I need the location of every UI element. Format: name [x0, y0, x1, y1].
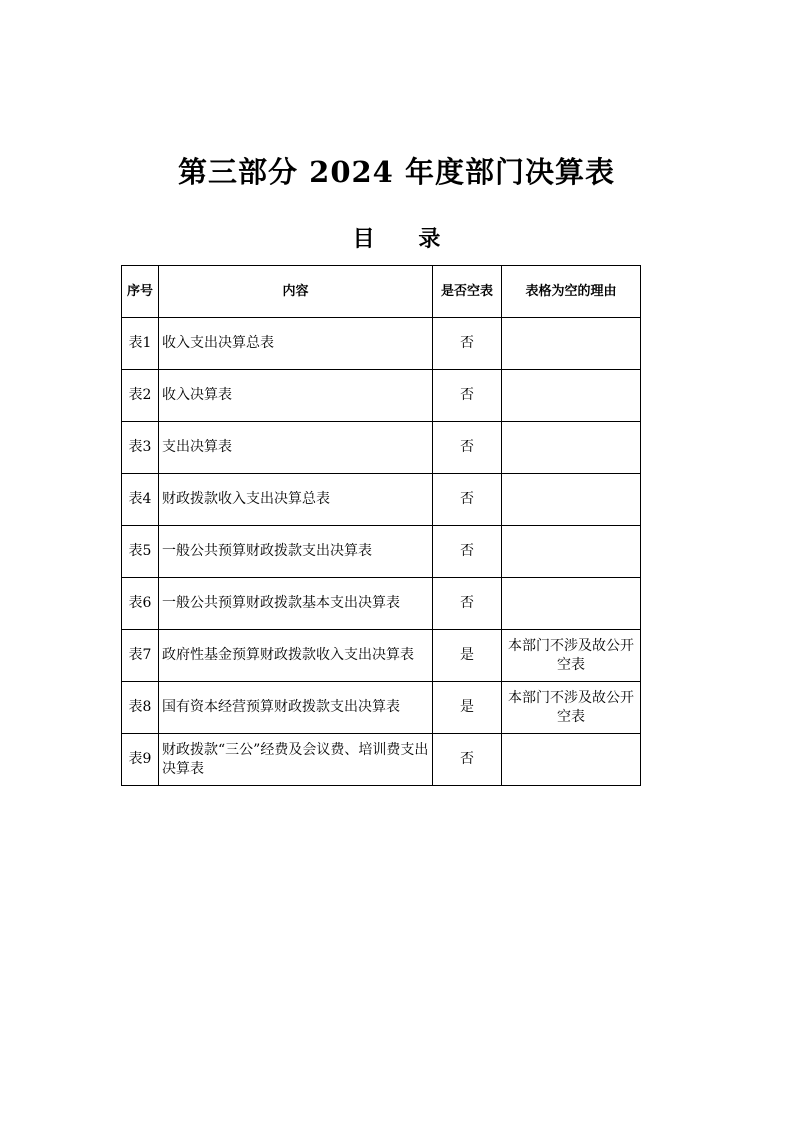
row-seq: 表2 — [122, 370, 159, 422]
row-is-empty: 否 — [433, 370, 502, 422]
header-seq: 序号 — [122, 266, 159, 318]
row-seq: 表8 — [122, 682, 159, 734]
table-row — [122, 630, 641, 682]
toc-table — [121, 265, 641, 786]
row-content: 财政拨款收入支出决算总表 — [159, 474, 433, 526]
row-content: 收入决算表 — [159, 370, 433, 422]
row-reason: 本部门不涉及故公开空表 — [502, 682, 641, 734]
row-reason — [502, 734, 641, 786]
header-reason: 表格为空的理由 — [502, 266, 641, 318]
row-is-empty: 否 — [433, 526, 502, 578]
header-is-empty: 是否空表 — [433, 266, 502, 318]
row-content: 政府性基金预算财政拨款收入支出决算表 — [159, 630, 433, 682]
header-content: 内容 — [159, 266, 433, 318]
table-row — [122, 682, 641, 734]
row-seq: 表6 — [122, 578, 159, 630]
row-is-empty: 否 — [433, 734, 502, 786]
table-row — [122, 370, 641, 422]
row-content: 国有资本经营预算财政拨款支出决算表 — [159, 682, 433, 734]
row-reason: 本部门不涉及故公开空表 — [502, 630, 641, 682]
row-is-empty: 是 — [433, 630, 502, 682]
row-content: 一般公共预算财政拨款支出决算表 — [159, 526, 433, 578]
row-is-empty: 否 — [433, 318, 502, 370]
row-is-empty: 是 — [433, 682, 502, 734]
table-row — [122, 474, 641, 526]
row-is-empty: 否 — [433, 474, 502, 526]
row-content: 收入支出决算总表 — [159, 318, 433, 370]
table-row — [122, 734, 641, 786]
row-seq: 表7 — [122, 630, 159, 682]
row-seq: 表3 — [122, 422, 159, 474]
row-reason — [502, 370, 641, 422]
row-reason — [502, 422, 641, 474]
row-seq: 表5 — [122, 526, 159, 578]
table-row — [122, 526, 641, 578]
toc-heading: 目 录 — [352, 227, 459, 252]
table-row — [122, 422, 641, 474]
table-row — [122, 318, 641, 370]
row-reason — [502, 578, 641, 630]
document-title: 第三部分 2024 年度部门决算表 — [178, 155, 615, 189]
row-content: 财政拨款“三公”经费及会议费、培训费支出决算表 — [159, 734, 433, 786]
row-reason — [502, 526, 641, 578]
row-seq: 表1 — [122, 318, 159, 370]
row-is-empty: 否 — [433, 422, 502, 474]
row-seq: 表4 — [122, 474, 159, 526]
row-is-empty: 否 — [433, 578, 502, 630]
row-reason — [502, 318, 641, 370]
table-row — [122, 578, 641, 630]
row-content: 支出决算表 — [159, 422, 433, 474]
row-reason — [502, 474, 641, 526]
row-seq: 表9 — [122, 734, 159, 786]
table-header-row — [122, 266, 641, 318]
row-content: 一般公共预算财政拨款基本支出决算表 — [159, 578, 433, 630]
